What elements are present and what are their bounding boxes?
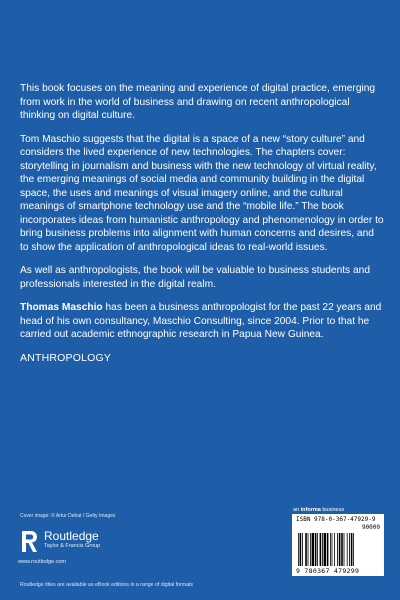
routledge-logo-icon xyxy=(18,528,40,554)
isbn-text: ISBN 978-0-367-47929-9 xyxy=(296,516,376,523)
publisher-name: Routledge xyxy=(44,529,99,543)
barcode-bar-22 xyxy=(351,533,353,566)
barcode-bar-7 xyxy=(315,533,317,566)
publisher-group: Taylor & Francis Group xyxy=(44,543,101,549)
barcode-bar-4 xyxy=(308,533,309,566)
publisher-url: www.routledge.com xyxy=(18,559,66,565)
barcode-box xyxy=(292,514,384,576)
barcode-bar-5 xyxy=(310,533,311,566)
barcode-bar-15 xyxy=(334,533,335,566)
blurb-paragraph-chapters: Tom Maschio suggests that the digital is a space of a new “story culture” and considers the lived experience of new technologies. The chapters cover: storytelling in journalism and business with the new technology of virtual reality, the emerging meanings of social media and community building in the digital space, the uses and meanings of visual imagery online, and the cultural meanings of smartphone technology use and the “mobile life.” The book incorporates ideas from humanistic anthropology and phenomenology in order to bring business problems into alignment with human concerns and desires, and to show the application of anthropological ideas to real-world issues. xyxy=(20,133,384,253)
barcode-bar-21 xyxy=(349,533,350,566)
barcode-bar-16 xyxy=(337,533,338,566)
barcode-bar-14 xyxy=(332,533,333,566)
barcode-bar-9 xyxy=(320,533,322,566)
barcode-bar-2 xyxy=(302,533,303,566)
informa-brand: informa xyxy=(300,507,321,513)
blurb xyxy=(20,82,384,375)
barcode-number: 9 780367 479299 xyxy=(296,567,360,575)
informa-suffix: business xyxy=(320,507,345,513)
author-bio xyxy=(20,301,384,342)
subject-category: ANTHROPOLOGY xyxy=(20,351,112,364)
barcode-bar-18 xyxy=(341,533,343,566)
author-bio-text: has been a business anthropologist for the past 22 years and head of his own consultancy, Maschio Consulting, since 2004. Prior to that he carried out academic ethnographic research in Papua New Guinea. xyxy=(20,302,382,340)
barcode-bar-3 xyxy=(305,533,307,566)
barcode-bar-0 xyxy=(298,533,299,566)
barcode-bar-13 xyxy=(330,533,331,566)
barcode-bar-20 xyxy=(347,533,348,566)
barcode-bar-8 xyxy=(317,533,318,566)
author-name: Thomas Maschio xyxy=(20,302,103,313)
informa-tagline xyxy=(293,507,344,513)
barcode-bar-6 xyxy=(312,533,314,566)
barcode-bar-10 xyxy=(322,533,323,566)
barcode-bars xyxy=(298,533,378,566)
informa-prefix: an xyxy=(293,507,301,513)
blurb-paragraph-audience: As well as anthropologists, the book will be valuable to business students and professionals interested in the digital realm. xyxy=(20,265,370,290)
barcode-bar-17 xyxy=(339,533,341,566)
ebook-note: Routledge titles are available as eBook editions in a range of digital formats xyxy=(20,582,194,588)
barcode-bar-1 xyxy=(300,533,302,566)
price-code: 90000 xyxy=(361,524,380,531)
barcode-bar-11 xyxy=(324,533,326,566)
publisher-block xyxy=(18,528,178,568)
barcode-bar-19 xyxy=(344,533,345,566)
barcode-bar-23 xyxy=(353,533,354,566)
cover-image-credit: Cover image: © Artur Debat / Getty Images xyxy=(20,513,116,519)
barcode-bar-12 xyxy=(327,533,329,566)
blurb-paragraph-intro: This book focuses on the meaning and experience of digital practice, emerging from work in the world of business and drawing on recent anthropological thinking on digital culture. xyxy=(20,83,376,121)
